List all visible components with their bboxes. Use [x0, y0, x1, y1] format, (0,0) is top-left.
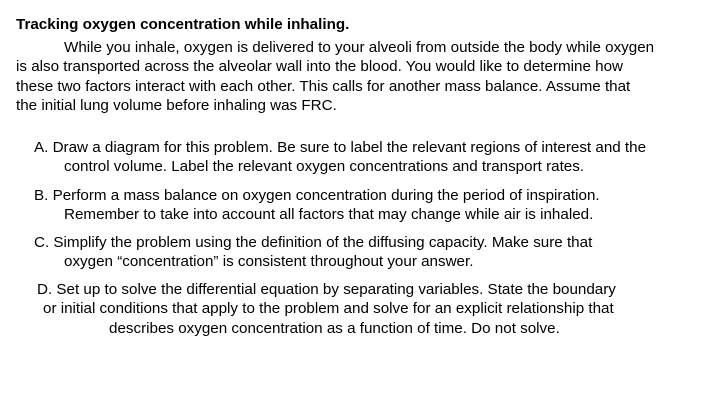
intro-line: is also transported across the alveolar wall into the blood. You would like to determine how: [16, 58, 624, 76]
task-line: A. Draw a diagram for this problem. Be sure to label the relevant regions of interest and the: [34, 139, 647, 156]
task-line: B. Perform a mass balance on oxygen concentration during the period of inspiration.: [34, 187, 600, 204]
task-item-a: [34, 138, 646, 177]
task-line: describes oxygen concentration as a function of time. Do not solve.: [109, 319, 560, 337]
task-line: control volume. Label the relevant oxygen concentrations and transport rates.: [64, 158, 585, 176]
intro-paragraph: [16, 38, 706, 116]
task-item-c: [34, 233, 592, 272]
task-line: Remember to take into account all factors that may change while air is inhaled.: [64, 206, 594, 224]
intro-line: While you inhale, oxygen is delivered to your alveoli from outside the body while oxygen: [64, 39, 655, 56]
task-line: D. Set up to solve the differential equation by separating variables. State the boundary: [37, 281, 616, 298]
task-line: or initial conditions that apply to the problem and solve for an explicit relationship that: [43, 300, 614, 318]
intro-line: the initial lung volume before inhaling was FRC.: [16, 97, 337, 115]
page-title: Tracking oxygen concentration while inhaling.: [16, 16, 350, 33]
task-line: oxygen “concentration” is consistent throughout your answer.: [64, 253, 474, 271]
intro-line: these two factors interact with each other. This calls for another mass balance. Assume that: [16, 77, 631, 95]
task-line: C. Simplify the problem using the definition of the diffusing capacity. Make sure that: [34, 234, 593, 251]
task-item-d: [37, 280, 616, 338]
task-item-b: [34, 186, 600, 225]
